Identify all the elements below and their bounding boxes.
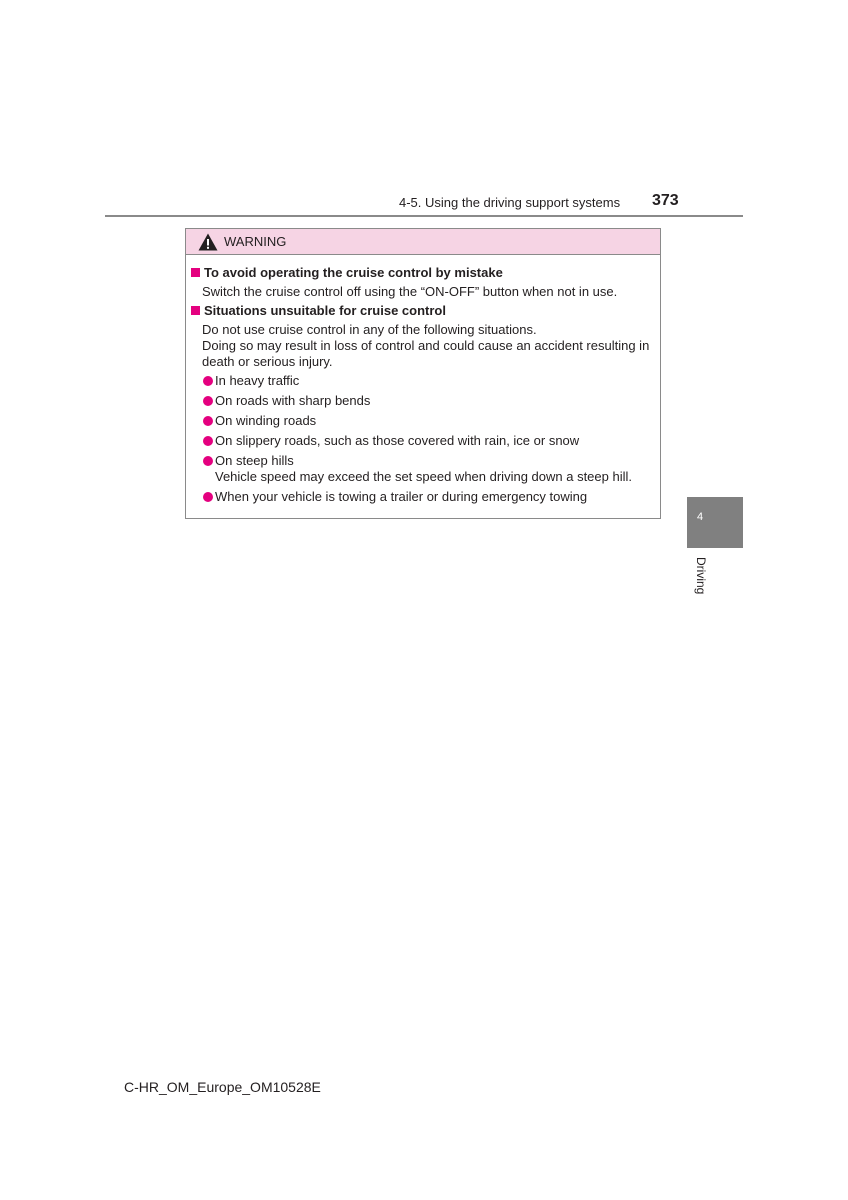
list-item-text: On steep hills Vehicle speed may exceed the set speed when driving down a steep hill. [215, 453, 632, 484]
warning-body [190, 265, 656, 509]
list-item [203, 433, 656, 449]
bullet-list [190, 373, 656, 505]
section-heading [190, 265, 656, 284]
circle-bullet-icon [203, 376, 213, 386]
list-item-text: In heavy traffic [215, 373, 300, 388]
square-bullet-icon [191, 306, 200, 315]
chapter-label: Driving [694, 557, 708, 595]
paragraph: Doing so may result in loss of control and could cause an accident resulting in death or serious injury. [202, 338, 650, 369]
warning-label: WARNING [224, 234, 287, 249]
chapter-number: 4 [697, 511, 704, 523]
warning-box [185, 228, 661, 519]
warning-triangle-icon [198, 233, 218, 251]
section-heading-text: To avoid operating the cruise control by mistake [204, 265, 503, 280]
section-heading [190, 303, 656, 322]
square-bullet-icon [191, 268, 200, 277]
footer-code: C-HR_OM_Europe_OM10528E [124, 1079, 321, 1095]
page-number: 373 [652, 192, 679, 209]
circle-bullet-icon [203, 396, 213, 406]
list-item-text: On slippery roads, such as those covered with rain, ice or snow [215, 433, 580, 448]
circle-bullet-icon [203, 436, 213, 446]
chapter-tab [687, 497, 743, 548]
circle-bullet-icon [203, 492, 213, 502]
list-item [203, 373, 656, 389]
circle-bullet-icon [203, 456, 213, 466]
list-item-text: When your vehicle is towing a trailer or during emergency towing [215, 489, 588, 504]
paragraph: Switch the cruise control off using the “ON-OFF” button when not in use. [202, 284, 618, 299]
list-item-text: On roads with sharp bends [215, 393, 371, 408]
list-item-text: On winding roads [215, 413, 317, 428]
list-item [203, 453, 656, 485]
circle-bullet-icon [203, 416, 213, 426]
list-item [203, 393, 656, 409]
header-divider [105, 215, 743, 217]
list-item [203, 489, 656, 505]
section-heading-text: Situations unsuitable for cruise control [204, 303, 446, 318]
section-title: 4-5. Using the driving support systems [399, 195, 621, 210]
list-item [203, 413, 656, 429]
paragraph: Do not use cruise control in any of the following situations. [202, 322, 537, 337]
warning-header [186, 229, 660, 255]
